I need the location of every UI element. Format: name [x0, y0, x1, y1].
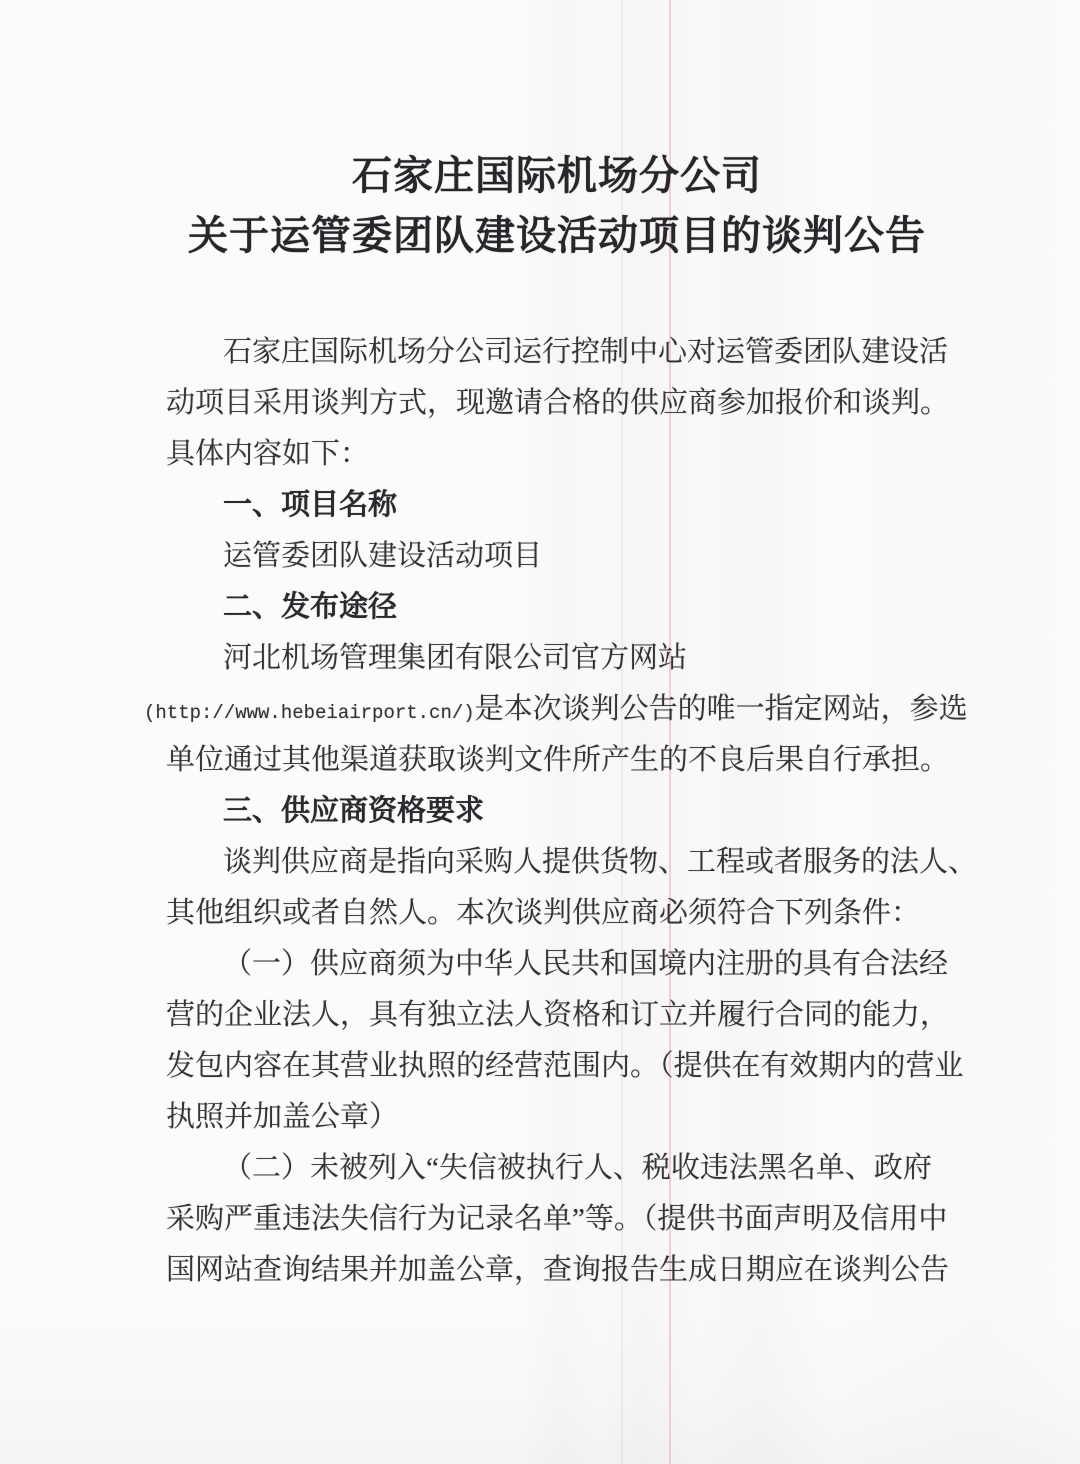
section-2-content-line-3: 单位通过其他渠道获取谈判文件所产生的不良后果自行承担。 — [166, 744, 950, 776]
paragraph-intro-line-2: 动项目采用谈判方式，现邀请合格的供应商参加报价和谈判。 — [166, 387, 950, 419]
condition-1-line-2: 营的企业法人，具有独立法人资格和订立并履行合同的能力， — [166, 999, 950, 1031]
condition-2-line-2: 采购严重违法失信行为记录名单”等。（提供书面声明及信用中 — [166, 1203, 948, 1235]
title-line-2: 关于运管委团队建设活动项目的谈判公告 — [188, 214, 926, 258]
website-url-text: (http://www.hebeiairport.cn/) — [144, 702, 475, 724]
condition-2-line-1: （二）未被列入“失信被执行人、税收违法黑名单、政府 — [223, 1152, 932, 1184]
document-body — [144, 327, 978, 1296]
document-title — [0, 146, 1080, 266]
condition-1-line-1: （一）供应商须为中华人民共和国境内注册的具有合法经 — [223, 948, 949, 980]
condition-2-line-3: 国网站查询结果并加盖公章，查询报告生成日期应在谈判公告 — [166, 1254, 950, 1286]
condition-1-line-3: 发包内容在其营业执照的经营范围内。（提供在有效期内的营业 — [166, 1050, 964, 1082]
section-heading-2-publish-channel: 二、发布途径 — [223, 591, 398, 623]
condition-1-line-4: 执照并加盖公章） — [166, 1101, 399, 1133]
title-line-1: 石家庄国际机场分公司 — [352, 154, 762, 198]
section-1-content: 运管委团队建设活动项目 — [223, 540, 543, 572]
section-3-intro-line-2: 其他组织或者自然人。本次谈判供应商必须符合下列条件： — [166, 897, 921, 929]
section-heading-3-supplier-qualification: 三、供应商资格要求 — [223, 795, 485, 827]
section-heading-1-project-name: 一、项目名称 — [223, 489, 398, 521]
section-2-url-line-rest: 是本次谈判公告的唯一指定网站，参选 — [474, 693, 968, 725]
paragraph-intro-line-3: 具体内容如下： — [166, 438, 370, 470]
section-3-intro-line-1: 谈判供应商是指向采购人提供货物、工程或者服务的法人、 — [223, 846, 978, 878]
paragraph-intro-line-1: 石家庄国际机场分公司运行控制中心对运管委团队建设活 — [223, 336, 949, 368]
section-2-website-url-line — [144, 684, 966, 735]
section-2-website-name: 河北机场管理集团有限公司官方网站 — [223, 642, 688, 674]
